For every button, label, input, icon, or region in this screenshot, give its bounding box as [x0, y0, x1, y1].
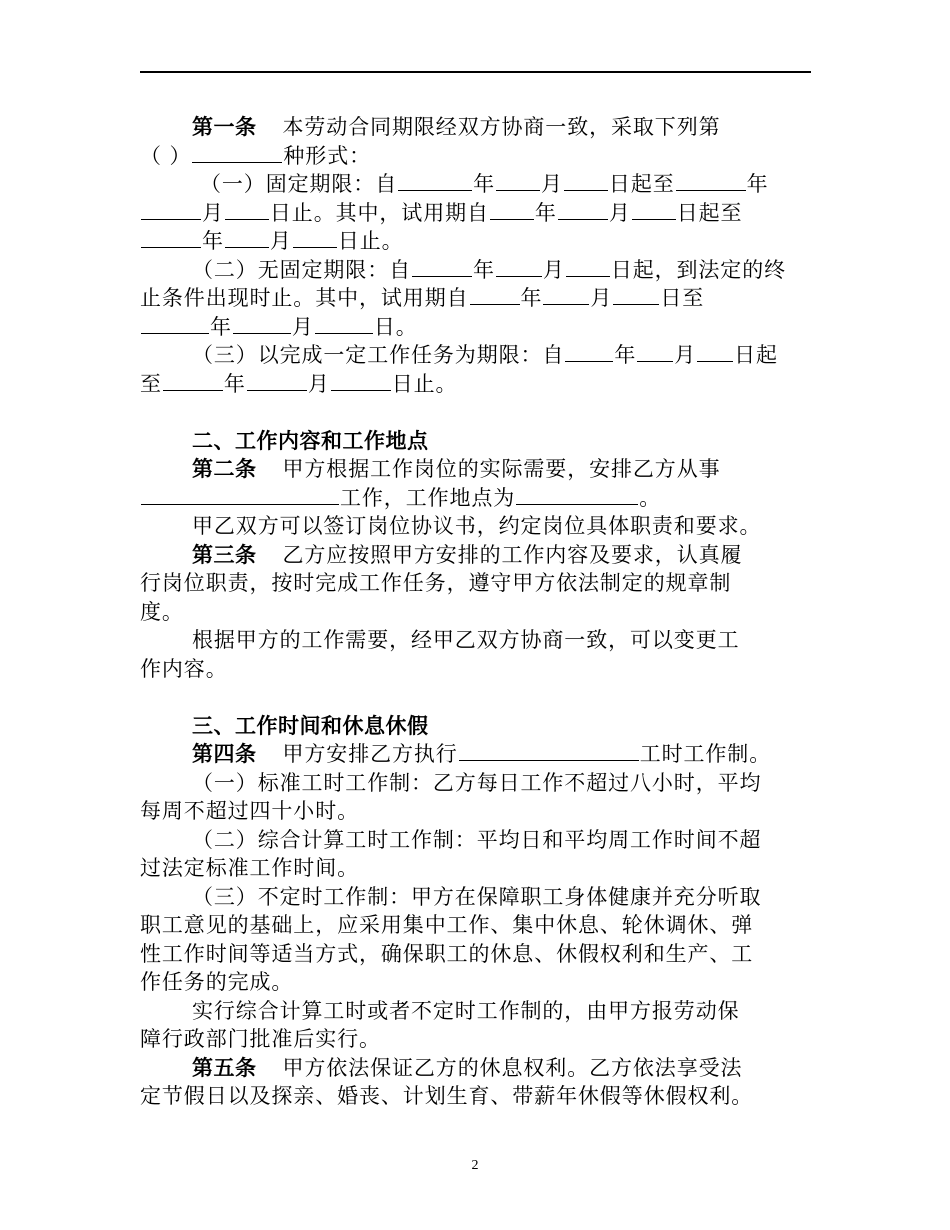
- task-start-year-blank[interactable]: [565, 341, 613, 362]
- article-2-line-2: 工作，工作地点为 。: [140, 484, 812, 513]
- open-term-line-3: 年 月 日。: [140, 313, 812, 342]
- article-3-title: 第三条: [192, 542, 257, 567]
- open-term-line-2: 止条件出现时止。其中，试用期自 年 月 日至: [140, 286, 705, 310]
- section-gap: [140, 398, 812, 427]
- standard-hours-line-1: （一）标准工时工作制：乙方每日工作不超过八小时，平均: [192, 770, 762, 795]
- fixed-trial-day-blank[interactable]: [632, 199, 676, 220]
- contract-body: [140, 113, 812, 1111]
- open-term-line-1: （二）无固定期限：自 年 月 日起，到法定的终: [192, 257, 787, 282]
- flexible-hours-line-3: 性工作时间等适当方式，确保职工的休息、休假权利和生产、工: [140, 941, 754, 966]
- fixed-end-year-blank[interactable]: [676, 170, 746, 191]
- open-trial-end-year-blank[interactable]: [141, 313, 209, 334]
- open-trial-year-blank[interactable]: [470, 284, 520, 305]
- comprehensive-hours-line-1: （二）综合计算工时工作制：平均日和平均周工作时间不超: [192, 827, 762, 852]
- approval-line-1: 实行综合计算工时或者不定时工作制的，由甲方报劳动保: [192, 998, 740, 1023]
- form-type-blank[interactable]: [192, 142, 282, 163]
- fixed-trial-end-day-blank[interactable]: [293, 227, 337, 248]
- open-start-day-blank[interactable]: [566, 256, 610, 277]
- flexible-hours-line-2: 职工意见的基础上，应采用集中工作、集中休息、轮休调休、弹: [140, 913, 754, 937]
- open-start-month-blank[interactable]: [496, 256, 542, 277]
- fixed-trial-month-blank[interactable]: [558, 199, 608, 220]
- article-1-title: 第一条: [192, 115, 257, 139]
- header-rule: [140, 71, 811, 73]
- task-start-day-blank[interactable]: [697, 341, 733, 362]
- article-4-title: 第四条: [192, 742, 257, 766]
- comprehensive-hours-line-2: 过法定标准工作时间。: [140, 856, 359, 880]
- flexible-hours-line-4: 作任务的完成。: [140, 970, 294, 994]
- open-start-year-blank[interactable]: [412, 256, 472, 277]
- article-3-line-1: 第三条 乙方应按照甲方安排的工作内容及要求，认真履: [192, 542, 743, 567]
- working-hours-system-blank[interactable]: [459, 740, 639, 761]
- article-3-line-3: 度。: [140, 599, 184, 624]
- fixed-term-line-3: 年 月 日止。: [140, 227, 812, 256]
- open-trial-month-blank[interactable]: [543, 284, 589, 305]
- article-1-line-1: 第一条 本劳动合同期限经双方协商一致，采取下列第: [192, 115, 721, 139]
- fixed-term-line-2: 月 日止。其中，试用期自 年 月 日起至: [140, 199, 812, 228]
- page-number: 2: [471, 1158, 479, 1173]
- article-5-line-1: 第五条 甲方依法保证乙方的休息权利。乙方依法享受法: [192, 1055, 743, 1080]
- work-location-blank[interactable]: [516, 484, 638, 505]
- task-end-year-blank[interactable]: [163, 370, 223, 391]
- fixed-start-year-blank[interactable]: [398, 170, 472, 191]
- fixed-trial-year-blank[interactable]: [490, 199, 534, 220]
- task-term-line-2: 至 年 月 日止。: [140, 371, 458, 396]
- article-4-line-1: 第四条 甲方安排乙方执行 工时工作制。: [192, 742, 772, 766]
- article-3-line-2: 行岗位职责，按时完成工作任务，遵守甲方依法制定的规章制: [140, 571, 732, 595]
- change-paragraph-line-1: 根据甲方的工作需要，经甲乙双方协商一致，可以变更工: [192, 628, 740, 652]
- approval-line-2: 障行政部门批准后实行。: [140, 1027, 381, 1051]
- fixed-start-day-blank[interactable]: [564, 170, 608, 191]
- work-content-blank[interactable]: [141, 484, 339, 505]
- task-start-month-blank[interactable]: [637, 341, 673, 362]
- agreement-paragraph: 甲乙双方可以签订岗位协议书，约定岗位具体职责和要求。: [192, 514, 762, 538]
- fixed-trial-end-year-blank[interactable]: [141, 227, 201, 248]
- article-2-title: 第二条: [192, 457, 257, 481]
- open-trial-end-month-blank[interactable]: [233, 313, 291, 334]
- task-end-month-blank[interactable]: [247, 370, 307, 391]
- article-5-line-2: 定节假日以及探亲、婚丧、计划生育、带薪年休假等休假权利。: [140, 1084, 754, 1108]
- open-trial-day-blank[interactable]: [613, 284, 659, 305]
- article-5-title: 第五条: [192, 1055, 257, 1080]
- task-term-line-1: （三）以完成一定工作任务为期限：自 年 月 日起: [192, 343, 778, 367]
- fixed-end-day-blank[interactable]: [225, 199, 269, 220]
- standard-hours-line-2: 每周不超过四十小时。: [140, 799, 359, 823]
- flexible-hours-line-1: （三）不定时工作制：甲方在保障职工身体健康并充分听取: [192, 884, 762, 909]
- fixed-start-month-blank[interactable]: [496, 170, 540, 191]
- fixed-end-month-blank[interactable]: [141, 199, 201, 220]
- fixed-trial-end-month-blank[interactable]: [225, 227, 269, 248]
- section-2-heading: 二、工作内容和工作地点: [192, 428, 429, 453]
- section-3-heading: 三、工作时间和休息休假: [192, 713, 429, 738]
- task-end-day-blank[interactable]: [331, 370, 391, 391]
- section-gap: [140, 683, 812, 712]
- change-paragraph-line-2: 作内容。: [140, 656, 228, 681]
- open-trial-end-day-blank[interactable]: [315, 313, 373, 334]
- article-2-line-1: 第二条 甲方根据工作岗位的实际需要，安排乙方从事: [192, 457, 721, 481]
- fixed-term-line-1: （一）固定期限：自 年 月 日起至 年: [200, 172, 769, 196]
- article-1-line-2: （ ） 种形式：: [140, 143, 371, 168]
